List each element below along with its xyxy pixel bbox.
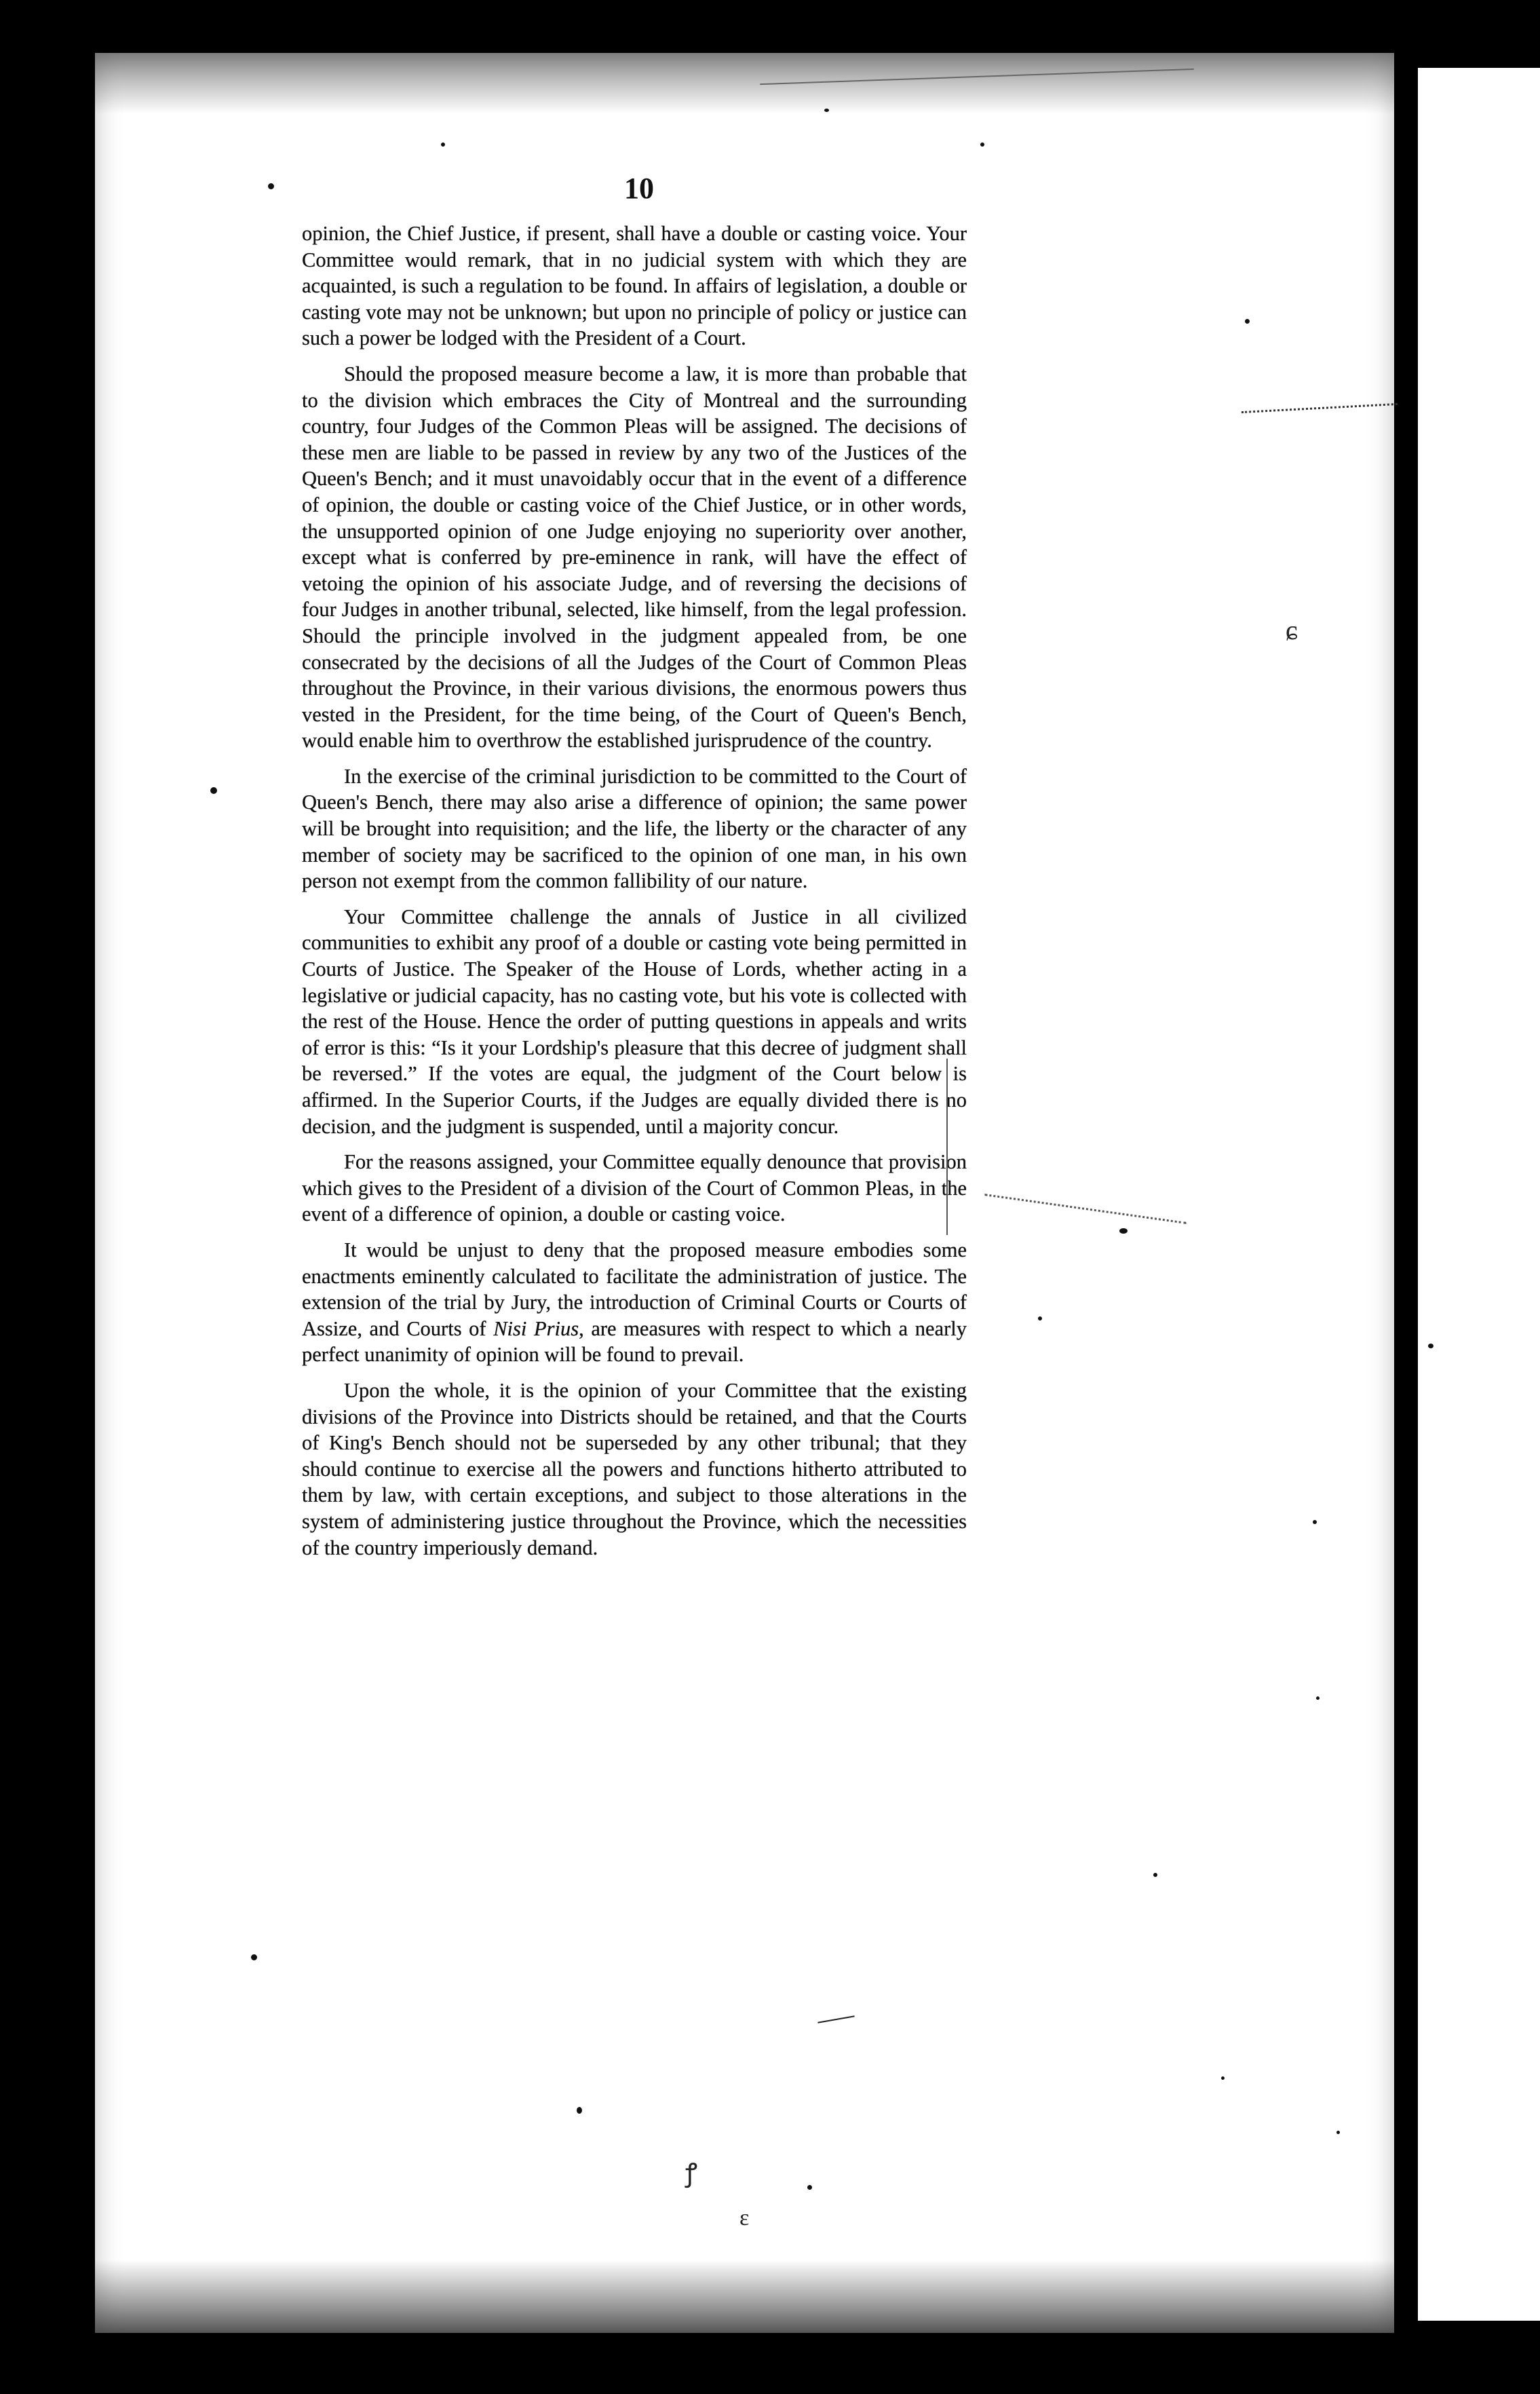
document-body [302,221,967,1570]
scan-speck [1428,1344,1433,1348]
scan-speck [1153,1873,1157,1877]
scan-speck [251,1954,257,1960]
page-number: 10 [624,172,654,205]
adjacent-page-strip [1394,68,1540,2321]
jury-text-before: It would be unjust to deny that the proposed measure embodies some enactments eminently calculated to facilitate the administration of justice. The extension of the trial by Jury, the introduction of Criminal Courts or Courts of Assize, and Courts of [302,1238,967,1340]
jury-text-italic: Nisi Prius [493,1316,579,1340]
paragraph-reasons-assigned: For the reasons assigned, your Committee equally denounce that provision which gives to the President of a division of the Court of Common Pleas, in the event of a difference of opinion, a double or casting voice. [302,1150,967,1226]
scan-speck [577,2107,582,2114]
margin-ink-mark: ɛ [739,2205,750,2230]
scan-speck [210,787,217,794]
page-bottom-shadow [95,2260,1394,2333]
scan-speck [807,2185,812,2190]
scan-speck [1245,319,1250,324]
paragraph-trial-by-jury [302,1237,967,1368]
scan-speck [980,142,984,147]
paragraph-casting-voice: opinion, the Chief Justice, if present, shall have a double or casting voice. Your Committee would remark, that in no judicial system with which they are acquainted, is such a regulation to be found. In affairs of legislation, a double or casting vote may not be unknown; but upon no principle of policy or justice can such a power be lodged with the President of a Court. [302,222,967,350]
scan-speck [1313,1520,1317,1524]
scan-speck [1119,1228,1128,1234]
scan-speck [1336,2131,1340,2134]
paragraph-annals-of-justice: Your Committee challenge the annals of Justice in all civilized communities to exhibit any proof of a double or casting vote being permitted in Courts of Justice. The Speaker of the House of Lords, whether acting in a legislative or judicial capacity, has no casting vote, but his vote is collected with the rest of the House. Hence the order of putting questions in appeals and writs of error is this: “Is it your Lordship's pleasure that this decree of judgment shall be reversed.” If the votes are equal, the judgment of the Court below is affirmed. In the Superior Courts, if the Judges are equally divided there is no decision, and the judgment is suspended, until a majority concur. [302,905,967,1138]
paragraph-montreal-division: Should the proposed measure become a law, it is more than probable that to the division which embraces the City of Montreal and the surrounding country, four Judges of the Common Pleas will be assigned. The decisions of these men are liable to be passed in review by any two of the Justices of the Queen's Bench; and it must unavoidably occur that in the event of a difference of opinion, the double or casting voice of the Chief Justice, or in other words, the unsupported opinion of one Judge enjoying no superiority over another, except what is conferred by pre-eminence in rank, will have the effect of vetoing the opinion of his associate Judge, and of reversing the decisions of four Judges in another tribunal, selected, like himself, from the legal profession. Should the principle involved in the judgment appealed from, be one consecrated by the decisions of all the Judges of the Court of Common Pleas throughout the Province, in their various divisions, the enormous powers thus vested in the President, for the time being, of the Court of Queen's Bench, would enable him to overthrow the established jurisprudence of the country. [302,362,967,753]
scan-pen-mark [946,1059,949,1235]
adjacent-page-edge [1418,68,1540,2321]
scan-speck [1221,2076,1225,2080]
scan-speck [824,109,829,112]
scan-speck [441,142,445,147]
paragraph-criminal-jurisdiction: In the exercise of the criminal jurisdiction to be committed to the Court of Queen's Bench, there may also arise a difference of opinion; the same power will be brought into requisition; and the life, the liberty or the character of any member of society may be sacrificed to the opinion of one man, in his own person not exempt from the common fallibility of our nature. [302,764,967,893]
scan-speck [268,183,274,189]
margin-ink-mark: ꝭ [685,2159,698,2188]
paragraph-upon-the-whole: Upon the whole, it is the opinion of your Committee that the existing divisions of the Province into Districts should be retained, and that the Courts of King's Bench should not be superseded by any other tribunal; that they should continue to exercise all the powers and functions hitherto attributed to them by law, with certain exceptions, and subject to those alterations in the system of administering justice throughout the Province, which the necessities of the country imperiously demand. [302,1378,967,1559]
scan-speck [1038,1316,1042,1320]
margin-ink-mark: ɕ [1286,615,1298,645]
jury-text-after: , are measures with respect to which a nearly perfect unanimity of opinion will be found to prevail. [302,1316,967,1367]
scan-speck [1316,1696,1320,1700]
page-top-shadow [95,53,1394,114]
